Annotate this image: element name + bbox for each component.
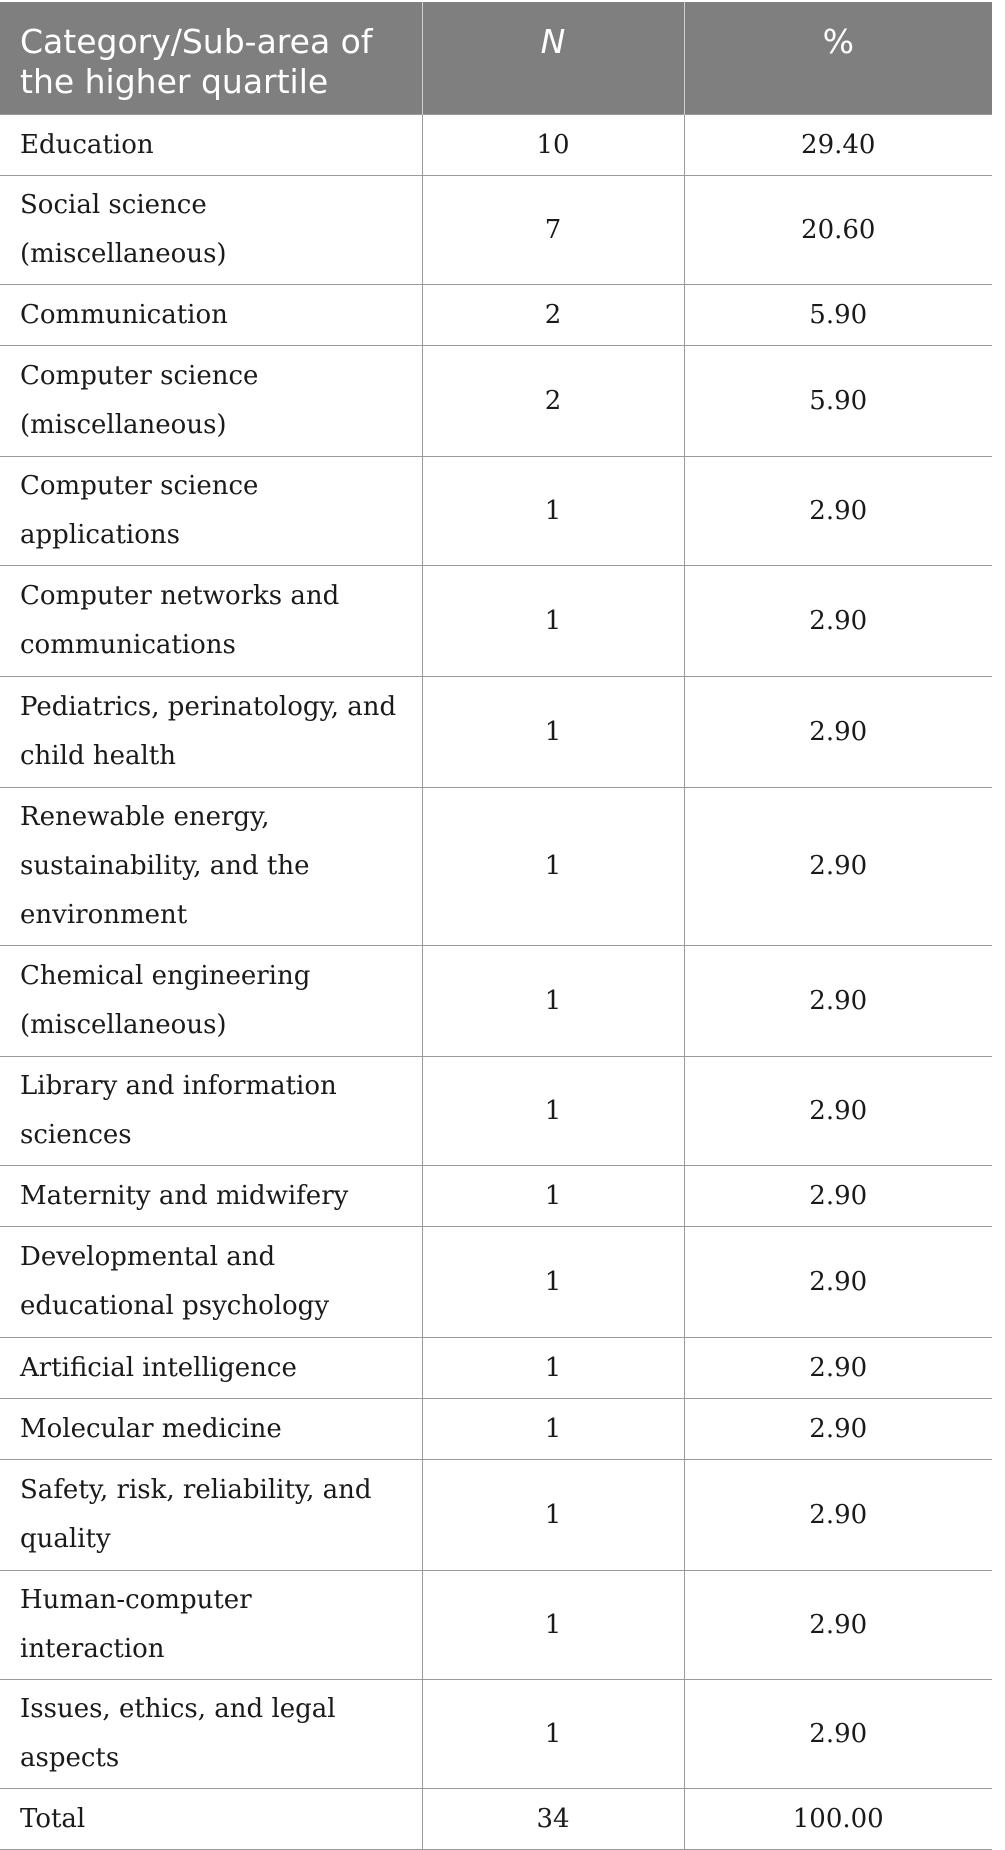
cell-category: Molecular medicine xyxy=(0,1399,422,1460)
table-row xyxy=(0,566,992,677)
table-row xyxy=(0,946,992,1057)
cell-percent: 100.00 xyxy=(684,1789,992,1850)
table-row xyxy=(0,1227,992,1338)
cell-percent: 20.60 xyxy=(684,176,992,285)
cell-percent: 5.90 xyxy=(684,346,992,457)
cell-n: 1 xyxy=(422,1571,684,1680)
table-row xyxy=(0,1057,992,1166)
cell-percent: 2.90 xyxy=(684,1460,992,1571)
cell-n: 34 xyxy=(422,1789,684,1850)
cell-category: Safety, risk, reliability, and quality xyxy=(0,1460,422,1571)
cell-n: 7 xyxy=(422,176,684,285)
cell-percent: 2.90 xyxy=(684,946,992,1057)
table-row xyxy=(0,1338,992,1399)
cell-category: Chemical engineering (miscellaneous) xyxy=(0,946,422,1057)
header-category: Category/Sub-area of the higher quartile xyxy=(0,2,422,115)
cell-category: Education xyxy=(0,115,422,176)
cell-percent: 2.90 xyxy=(684,677,992,788)
table-row xyxy=(0,788,992,946)
cell-percent: 2.90 xyxy=(684,1166,992,1227)
cell-category: Artificial intelligence xyxy=(0,1338,422,1399)
cell-category: Computer science applications xyxy=(0,457,422,566)
cell-category: Human-computer interaction xyxy=(0,1571,422,1680)
table-row xyxy=(0,115,992,176)
cell-percent: 29.40 xyxy=(684,115,992,176)
table-row xyxy=(0,1460,992,1571)
cell-n: 10 xyxy=(422,115,684,176)
cell-n: 1 xyxy=(422,1460,684,1571)
cell-category: Communication xyxy=(0,285,422,346)
cell-category: Issues, ethics, and legal aspects xyxy=(0,1680,422,1789)
table-row xyxy=(0,1680,992,1789)
header-n: N xyxy=(422,2,684,115)
cell-category: Maternity and midwifery xyxy=(0,1166,422,1227)
cell-n: 1 xyxy=(422,1399,684,1460)
cell-category: Computer networks and communications xyxy=(0,566,422,677)
cell-percent: 2.90 xyxy=(684,1057,992,1166)
cell-n: 1 xyxy=(422,946,684,1057)
cell-category: Total xyxy=(0,1789,422,1850)
header-percent: % xyxy=(684,2,992,115)
cell-n: 1 xyxy=(422,677,684,788)
header-row xyxy=(0,2,992,115)
cell-n: 1 xyxy=(422,566,684,677)
cell-category: Pediatrics, perinatology, and child health xyxy=(0,677,422,788)
cell-n: 1 xyxy=(422,1680,684,1789)
cell-category: Renewable energy, sustainability, and the environment xyxy=(0,788,422,946)
cell-percent: 5.90 xyxy=(684,285,992,346)
cell-percent: 2.90 xyxy=(684,1680,992,1789)
cell-n: 1 xyxy=(422,1227,684,1338)
cell-n: 1 xyxy=(422,457,684,566)
table-row xyxy=(0,677,992,788)
cell-category: Developmental and educational psychology xyxy=(0,1227,422,1338)
table-row xyxy=(0,1166,992,1227)
category-table xyxy=(0,2,992,1850)
cell-percent: 2.90 xyxy=(684,1399,992,1460)
table-row xyxy=(0,1571,992,1680)
cell-n: 1 xyxy=(422,788,684,946)
table-row xyxy=(0,1399,992,1460)
cell-percent: 2.90 xyxy=(684,788,992,946)
cell-percent: 2.90 xyxy=(684,1338,992,1399)
table-row xyxy=(0,346,992,457)
cell-n: 1 xyxy=(422,1057,684,1166)
cell-category: Library and information sciences xyxy=(0,1057,422,1166)
cell-percent: 2.90 xyxy=(684,566,992,677)
cell-category: Computer science (miscellaneous) xyxy=(0,346,422,457)
cell-percent: 2.90 xyxy=(684,457,992,566)
table-row xyxy=(0,285,992,346)
cell-percent: 2.90 xyxy=(684,1571,992,1680)
cell-n: 1 xyxy=(422,1338,684,1399)
table-row xyxy=(0,457,992,566)
table-row-total xyxy=(0,1789,992,1850)
cell-percent: 2.90 xyxy=(684,1227,992,1338)
cell-n: 2 xyxy=(422,285,684,346)
cell-category: Social science (miscellaneous) xyxy=(0,176,422,285)
cell-n: 1 xyxy=(422,1166,684,1227)
cell-n: 2 xyxy=(422,346,684,457)
table-row xyxy=(0,176,992,285)
